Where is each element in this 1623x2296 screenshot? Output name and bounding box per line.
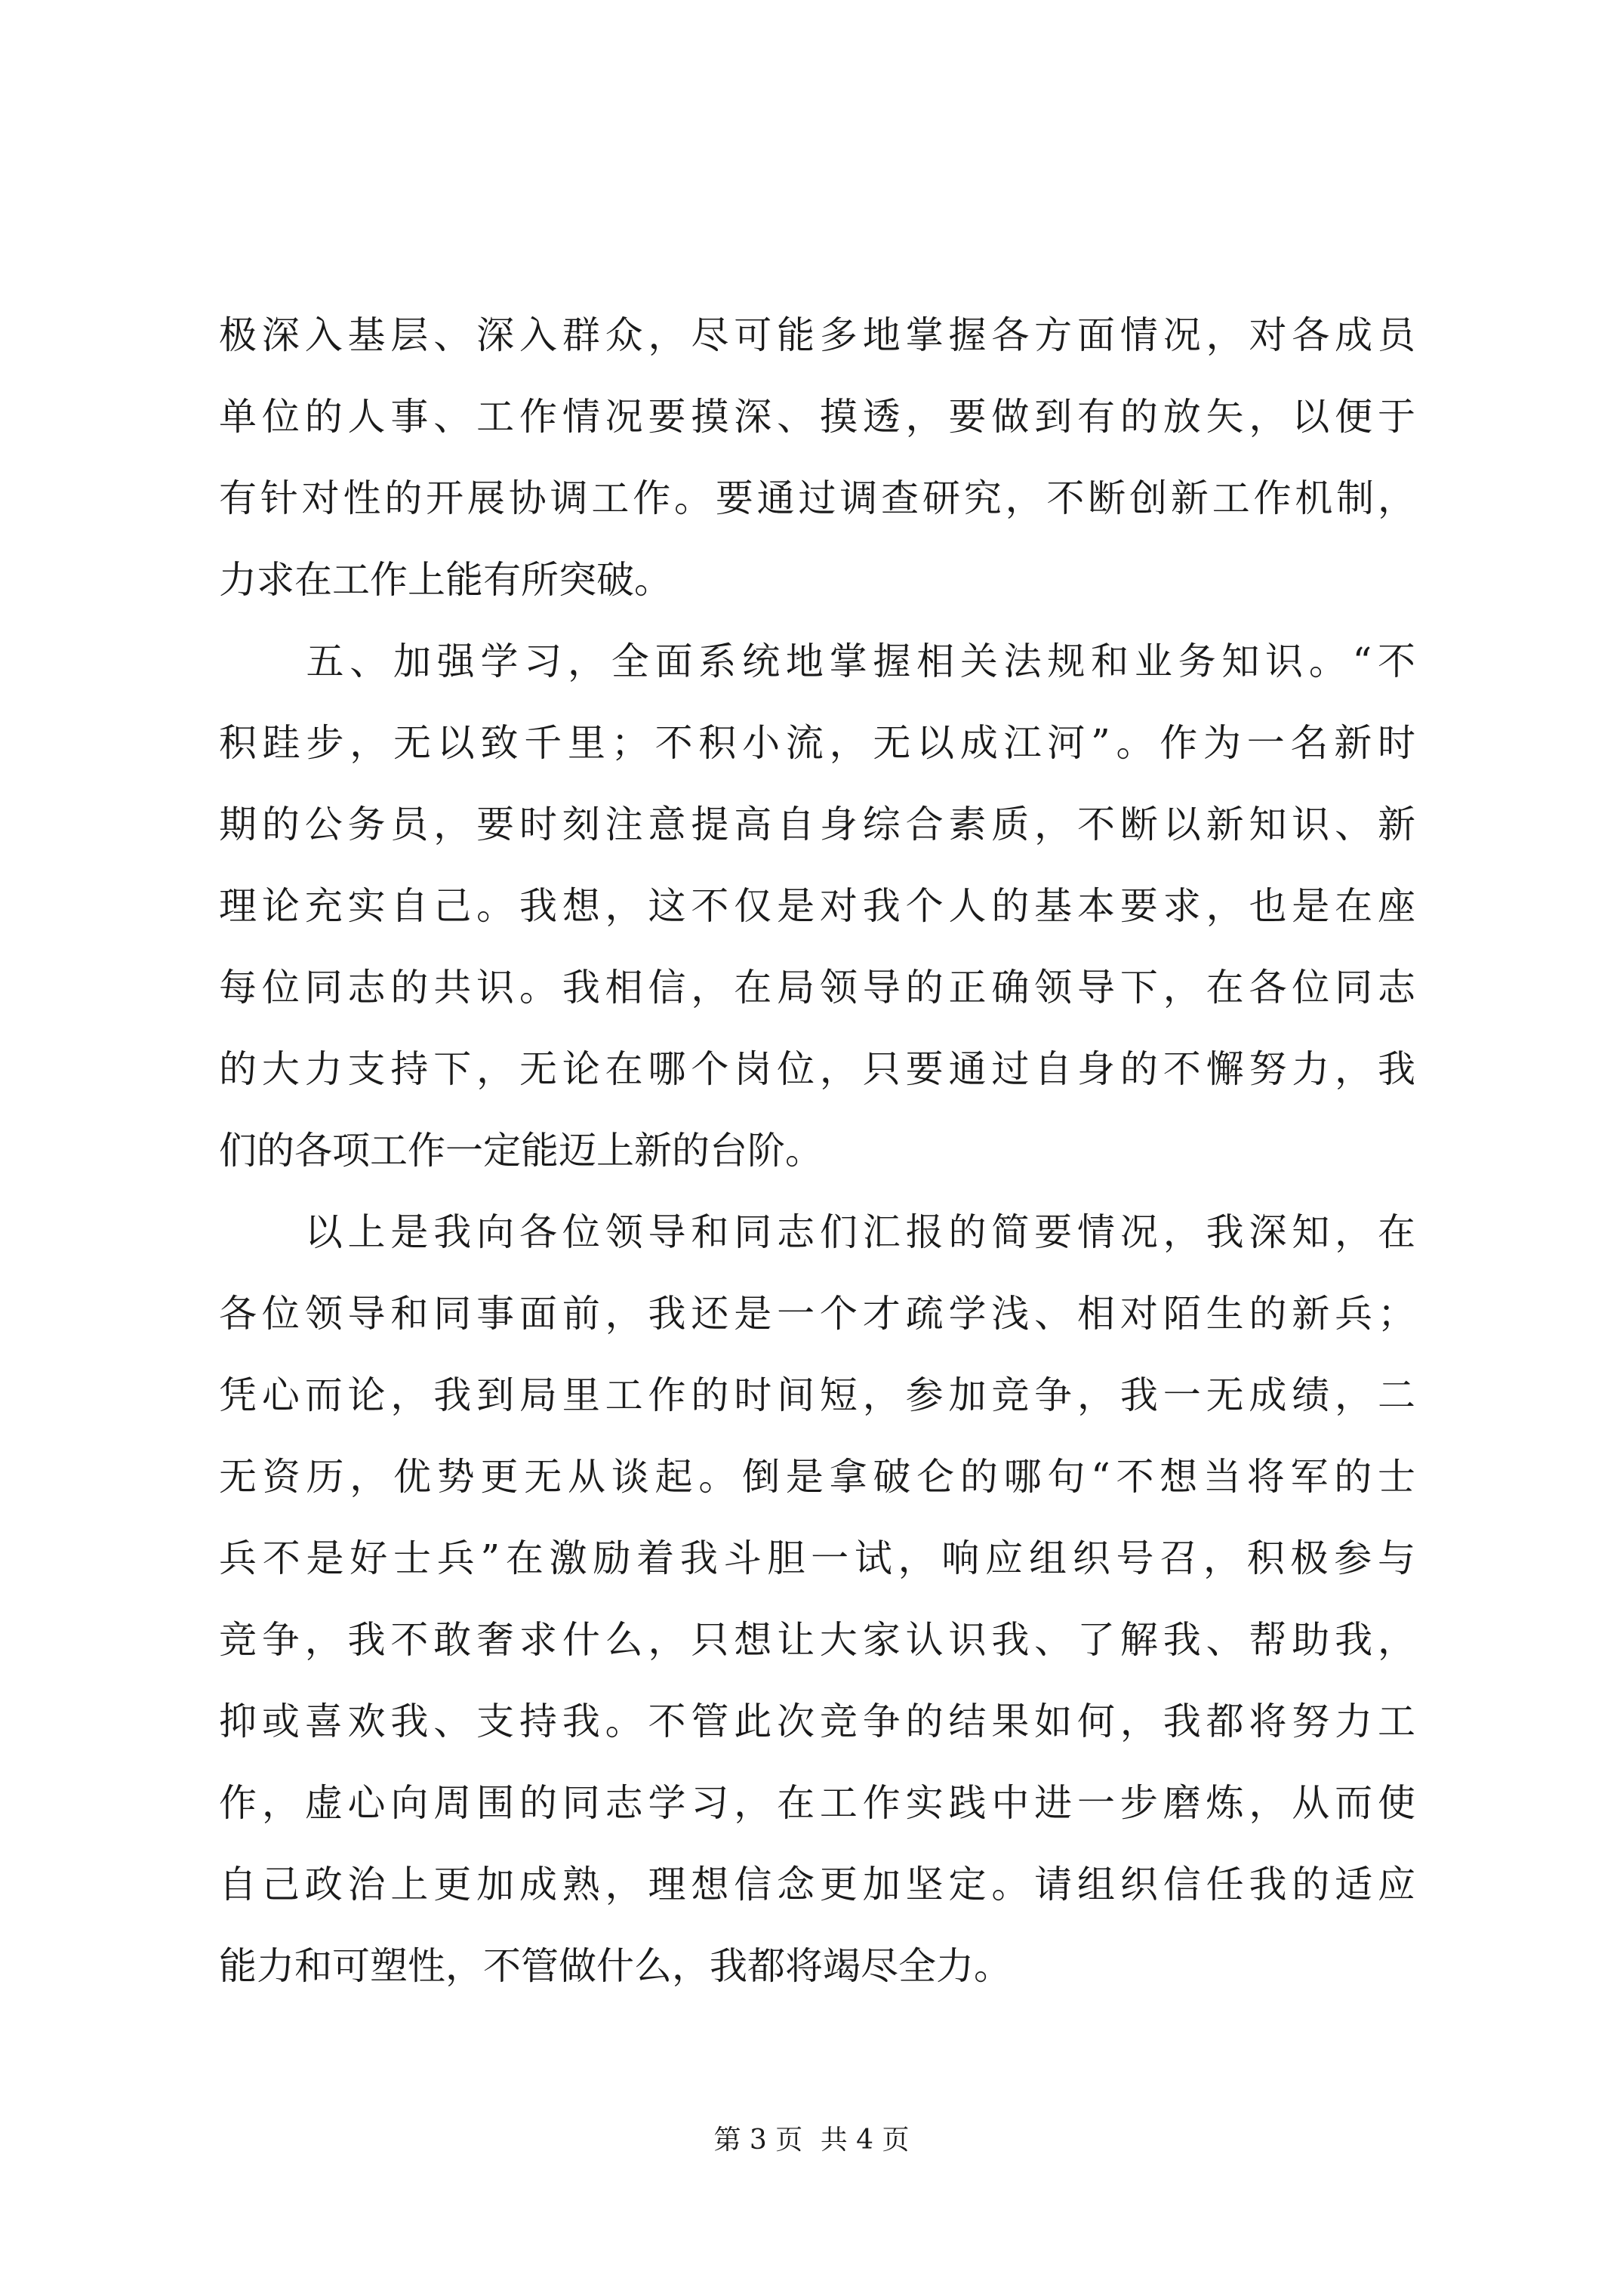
text-line: 期的公务员，要时刻注意提高自身综合素质，不断以新知识、新 [219,803,1415,846]
page-footer [0,2122,1623,2159]
text-line: 五、加强学习，全面系统地掌握相关法规和业务知识。“不 [219,639,1415,683]
text-line: 抑或喜欢我、支持我。不管此次竞争的结果如何，我都将努力工 [219,1700,1415,1743]
text-line: 能力和可塑性，不管做什么，我都将竭尽全力。 [219,1944,1012,1988]
text-line: 以上是我向各位领导和同志们汇报的简要情况，我深知，在 [219,1210,1415,1254]
text-line: 有针对性的开展协调工作。要通过调查研究，不断创新工作机制， [219,476,1415,520]
text-line: 竞争，我不敢奢求什么，只想让大家认识我、了解我、帮助我， [219,1618,1415,1662]
text-line: 自己政治上更加成熟，理想信念更加坚定。请组织信任我的适应 [219,1863,1415,1906]
text-line: 积跬步，无以致千里；不积小流，无以成江河”。作为一名新时 [219,721,1415,765]
text-line: 们的各项工作一定能迈上新的台阶。 [219,1129,823,1173]
page-total: 共 4 页 [820,2125,910,2156]
document-body [219,294,1415,2007]
page-number: 第 3 页 [713,2125,803,2156]
text-line: 理论充实自己。我想，这不仅是对我个人的基本要求，也是在座 [219,884,1415,928]
text-line: 力求在工作上能有所突破。 [219,558,672,602]
text-line: 的大力支持下，无论在哪个岗位，只要通过自身的不懈努力，我 [219,1047,1415,1091]
text-line: 极深入基层、深入群众，尽可能多地掌握各方面情况，对各成员 [219,313,1415,357]
text-line: 凭心而论，我到局里工作的时间短，参加竞争，我一无成绩，二 [219,1373,1415,1417]
text-line: 单位的人事、工作情况要摸深、摸透，要做到有的放矢，以便于 [219,395,1415,439]
text-line: 无资历，优势更无从谈起。倒是拿破仑的哪句“不想当将军的士 [219,1455,1415,1499]
text-line: 各位领导和同事面前，我还是一个才疏学浅、相对陌生的新兵； [219,1292,1415,1336]
text-line: 作，虚心向周围的同志学习，在工作实践中进一步磨炼，从而使 [219,1781,1415,1825]
text-line: 每位同志的共识。我相信，在局领导的正确领导下，在各位同志 [219,966,1415,1009]
text-line: 兵不是好士兵”在激励着我斗胆一试，响应组织号召，积极参与 [219,1536,1415,1580]
